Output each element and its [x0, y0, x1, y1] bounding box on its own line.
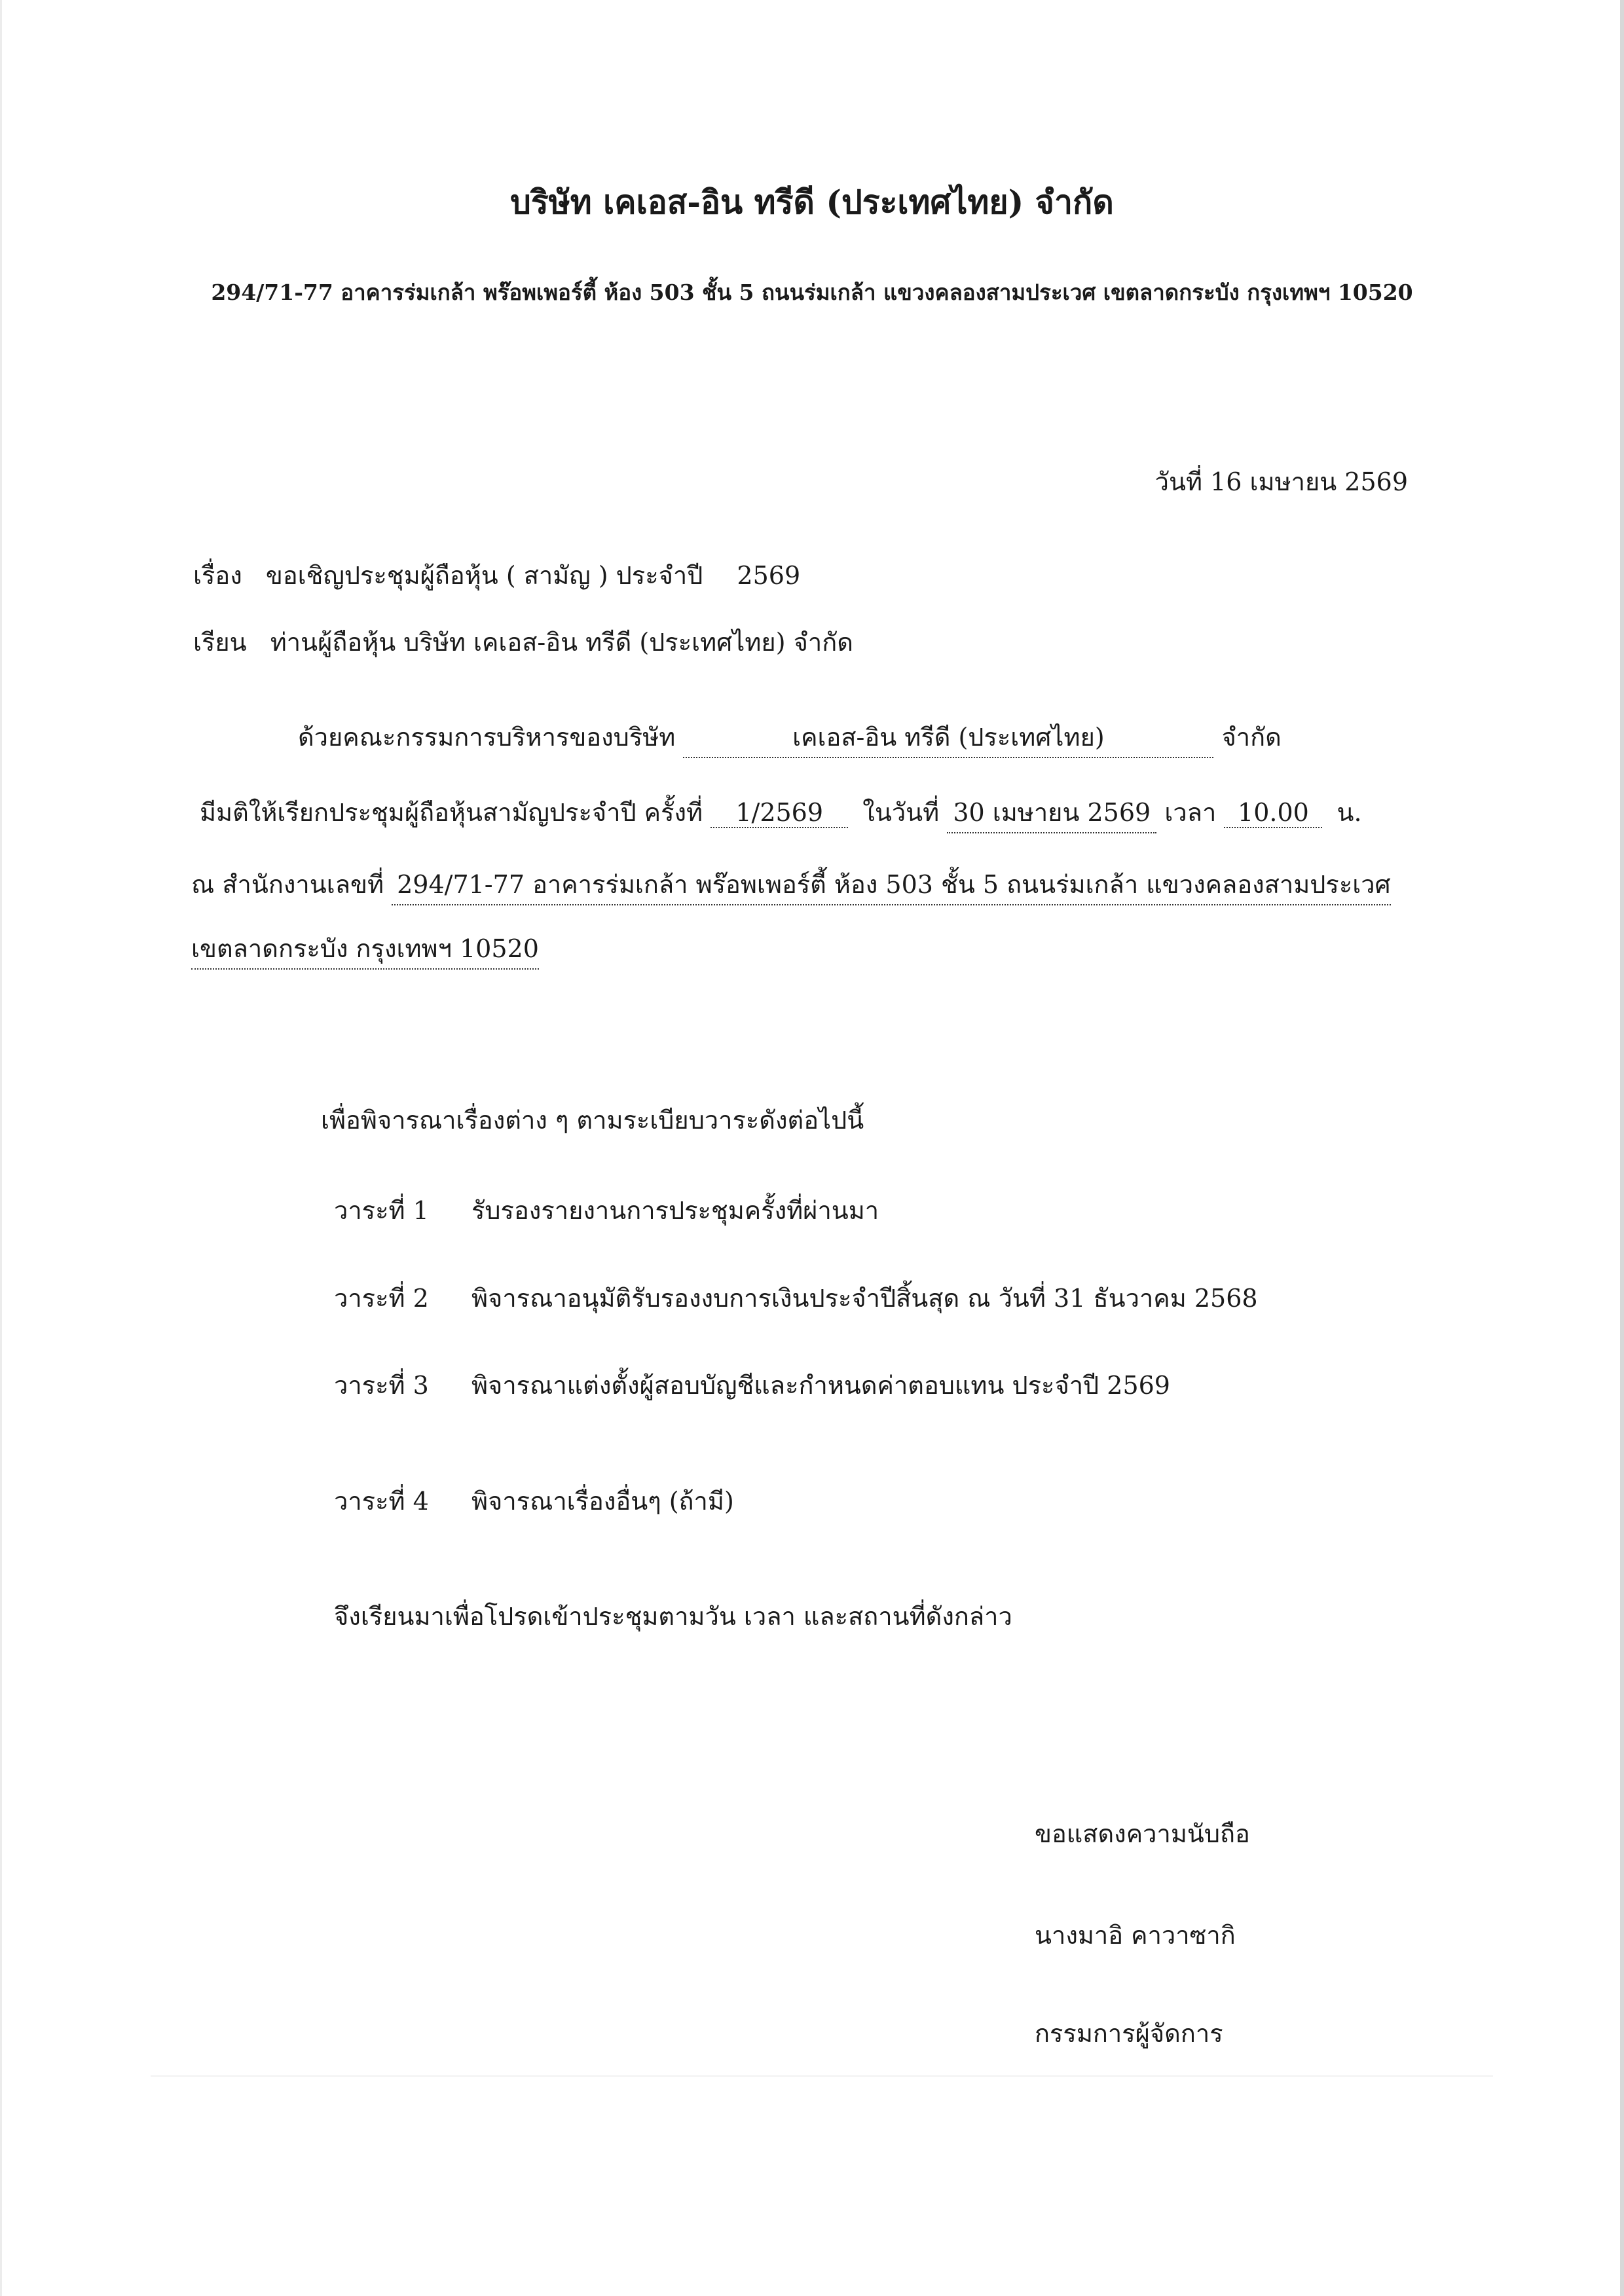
- recipient-line: [193, 622, 853, 662]
- agenda-text: พิจารณาอนุมัติรับรองงบการเงินประจำปีสิ้นสุด ณ วันที่ 31 ธันวาคม 2568: [471, 1284, 1258, 1313]
- p2-date-label: ในวันที่: [862, 798, 940, 827]
- meeting-number-fill: 1/2569: [710, 798, 848, 828]
- p2-unit: น.: [1337, 798, 1362, 827]
- p1-prefix: ด้วยคณะกรรมการบริหารของบริษัท: [298, 723, 676, 752]
- scan-right-edge: [1620, 0, 1624, 2296]
- agenda-intro: เพื่อพิจารณาเรื่องต่าง ๆ ตามระเบียบวาระดังต่อไปนี้: [321, 1106, 864, 1135]
- scan-left-edge: [0, 0, 2, 2296]
- p2-time-label: เวลา: [1164, 798, 1217, 827]
- closing-sentence: จึงเรียนมาเพื่อโปรดเข้าประชุมตามวัน เวลา และสถานที่ดังกล่าว: [334, 1602, 1012, 1631]
- agenda-item: [334, 1190, 879, 1230]
- p1-company-fill: เคเอส-อิน ทรีดี (ประเทศไทย): [683, 717, 1213, 758]
- company-title: บริษัท เคเอส-อิน ทรีดี (ประเทศไทย) จำกัด: [510, 183, 1114, 221]
- venue-line-2-fill: เขตลาดกระบัง กรุงเทพฯ 10520: [191, 928, 539, 970]
- subject-text: ขอเชิญประชุมผู้ถือหุ้น ( สามัญ ) ประจำปี: [265, 561, 703, 590]
- subject-line: [193, 555, 800, 595]
- letter-date: วันที่ 16 เมษายน 2569: [1154, 467, 1408, 496]
- agenda-number: วาระที่ 4: [334, 1487, 429, 1516]
- p3-prefix: ณ สำนักงานเลขที่: [191, 870, 384, 899]
- agenda-item: [334, 1481, 734, 1521]
- scan-artifact-line: [151, 2075, 1493, 2077]
- p1-suffix: จำกัด: [1221, 723, 1282, 752]
- agenda-item: [334, 1365, 1170, 1405]
- signature-name: นางมาอิ คาวาซากิ: [1035, 1921, 1236, 1950]
- agenda-text: รับรองรายงานการประชุมครั้งที่ผ่านมา: [471, 1196, 879, 1225]
- body-paragraph-1: [298, 717, 1282, 758]
- subject-year: 2569: [737, 561, 801, 590]
- signature-position: กรรมการผู้จัดการ: [1035, 2019, 1223, 2048]
- venue-line-2: [191, 928, 539, 970]
- agenda-text: พิจารณาแต่งตั้งผู้สอบบัญชีและกำหนดค่าตอบแทน ประจำปี 2569: [471, 1371, 1170, 1400]
- signature-regards: ขอแสดงความนับถือ: [1035, 1819, 1250, 1848]
- agenda-number: วาระที่ 3: [334, 1371, 429, 1400]
- p2-prefix: มีมติให้เรียกประชุมผู้ถือหุ้นสามัญประจำปี ครั้งที่: [200, 798, 703, 827]
- recipient-label: เรียน: [193, 628, 247, 657]
- body-paragraph-2: [200, 792, 1362, 833]
- agenda-number: วาระที่ 1: [334, 1196, 429, 1225]
- body-paragraph-3: [191, 864, 1391, 905]
- agenda-item: [334, 1278, 1258, 1318]
- meeting-time-fill: 10.00: [1224, 798, 1322, 828]
- meeting-date-fill: 30 เมษายน 2569: [947, 792, 1156, 833]
- agenda-text: พิจารณาเรื่องอื่นๆ (ถ้ามี): [471, 1487, 734, 1516]
- recipient-text: ท่านผู้ถือหุ้น บริษัท เคเอส-อิน ทรีดี (ประเทศไทย) จำกัด: [270, 628, 853, 657]
- agenda-number: วาระที่ 2: [334, 1284, 429, 1313]
- company-address: 294/71-77 อาคารร่มเกล้า พร๊อพเพอร์ตี้ ห้อง 503 ชั้น 5 ถนนร่มเกล้า แขวงคลองสามประเวศ เขตลาดกระบัง กรุงเทพฯ 10520: [211, 280, 1413, 305]
- venue-line-1-fill: 294/71-77 อาคารร่มเกล้า พร๊อพเพอร์ตี้ ห้อง 503 ชั้น 5 ถนนร่มเกล้า แขวงคลองสามประเวศ: [392, 864, 1391, 905]
- subject-label: เรื่อง: [193, 561, 242, 590]
